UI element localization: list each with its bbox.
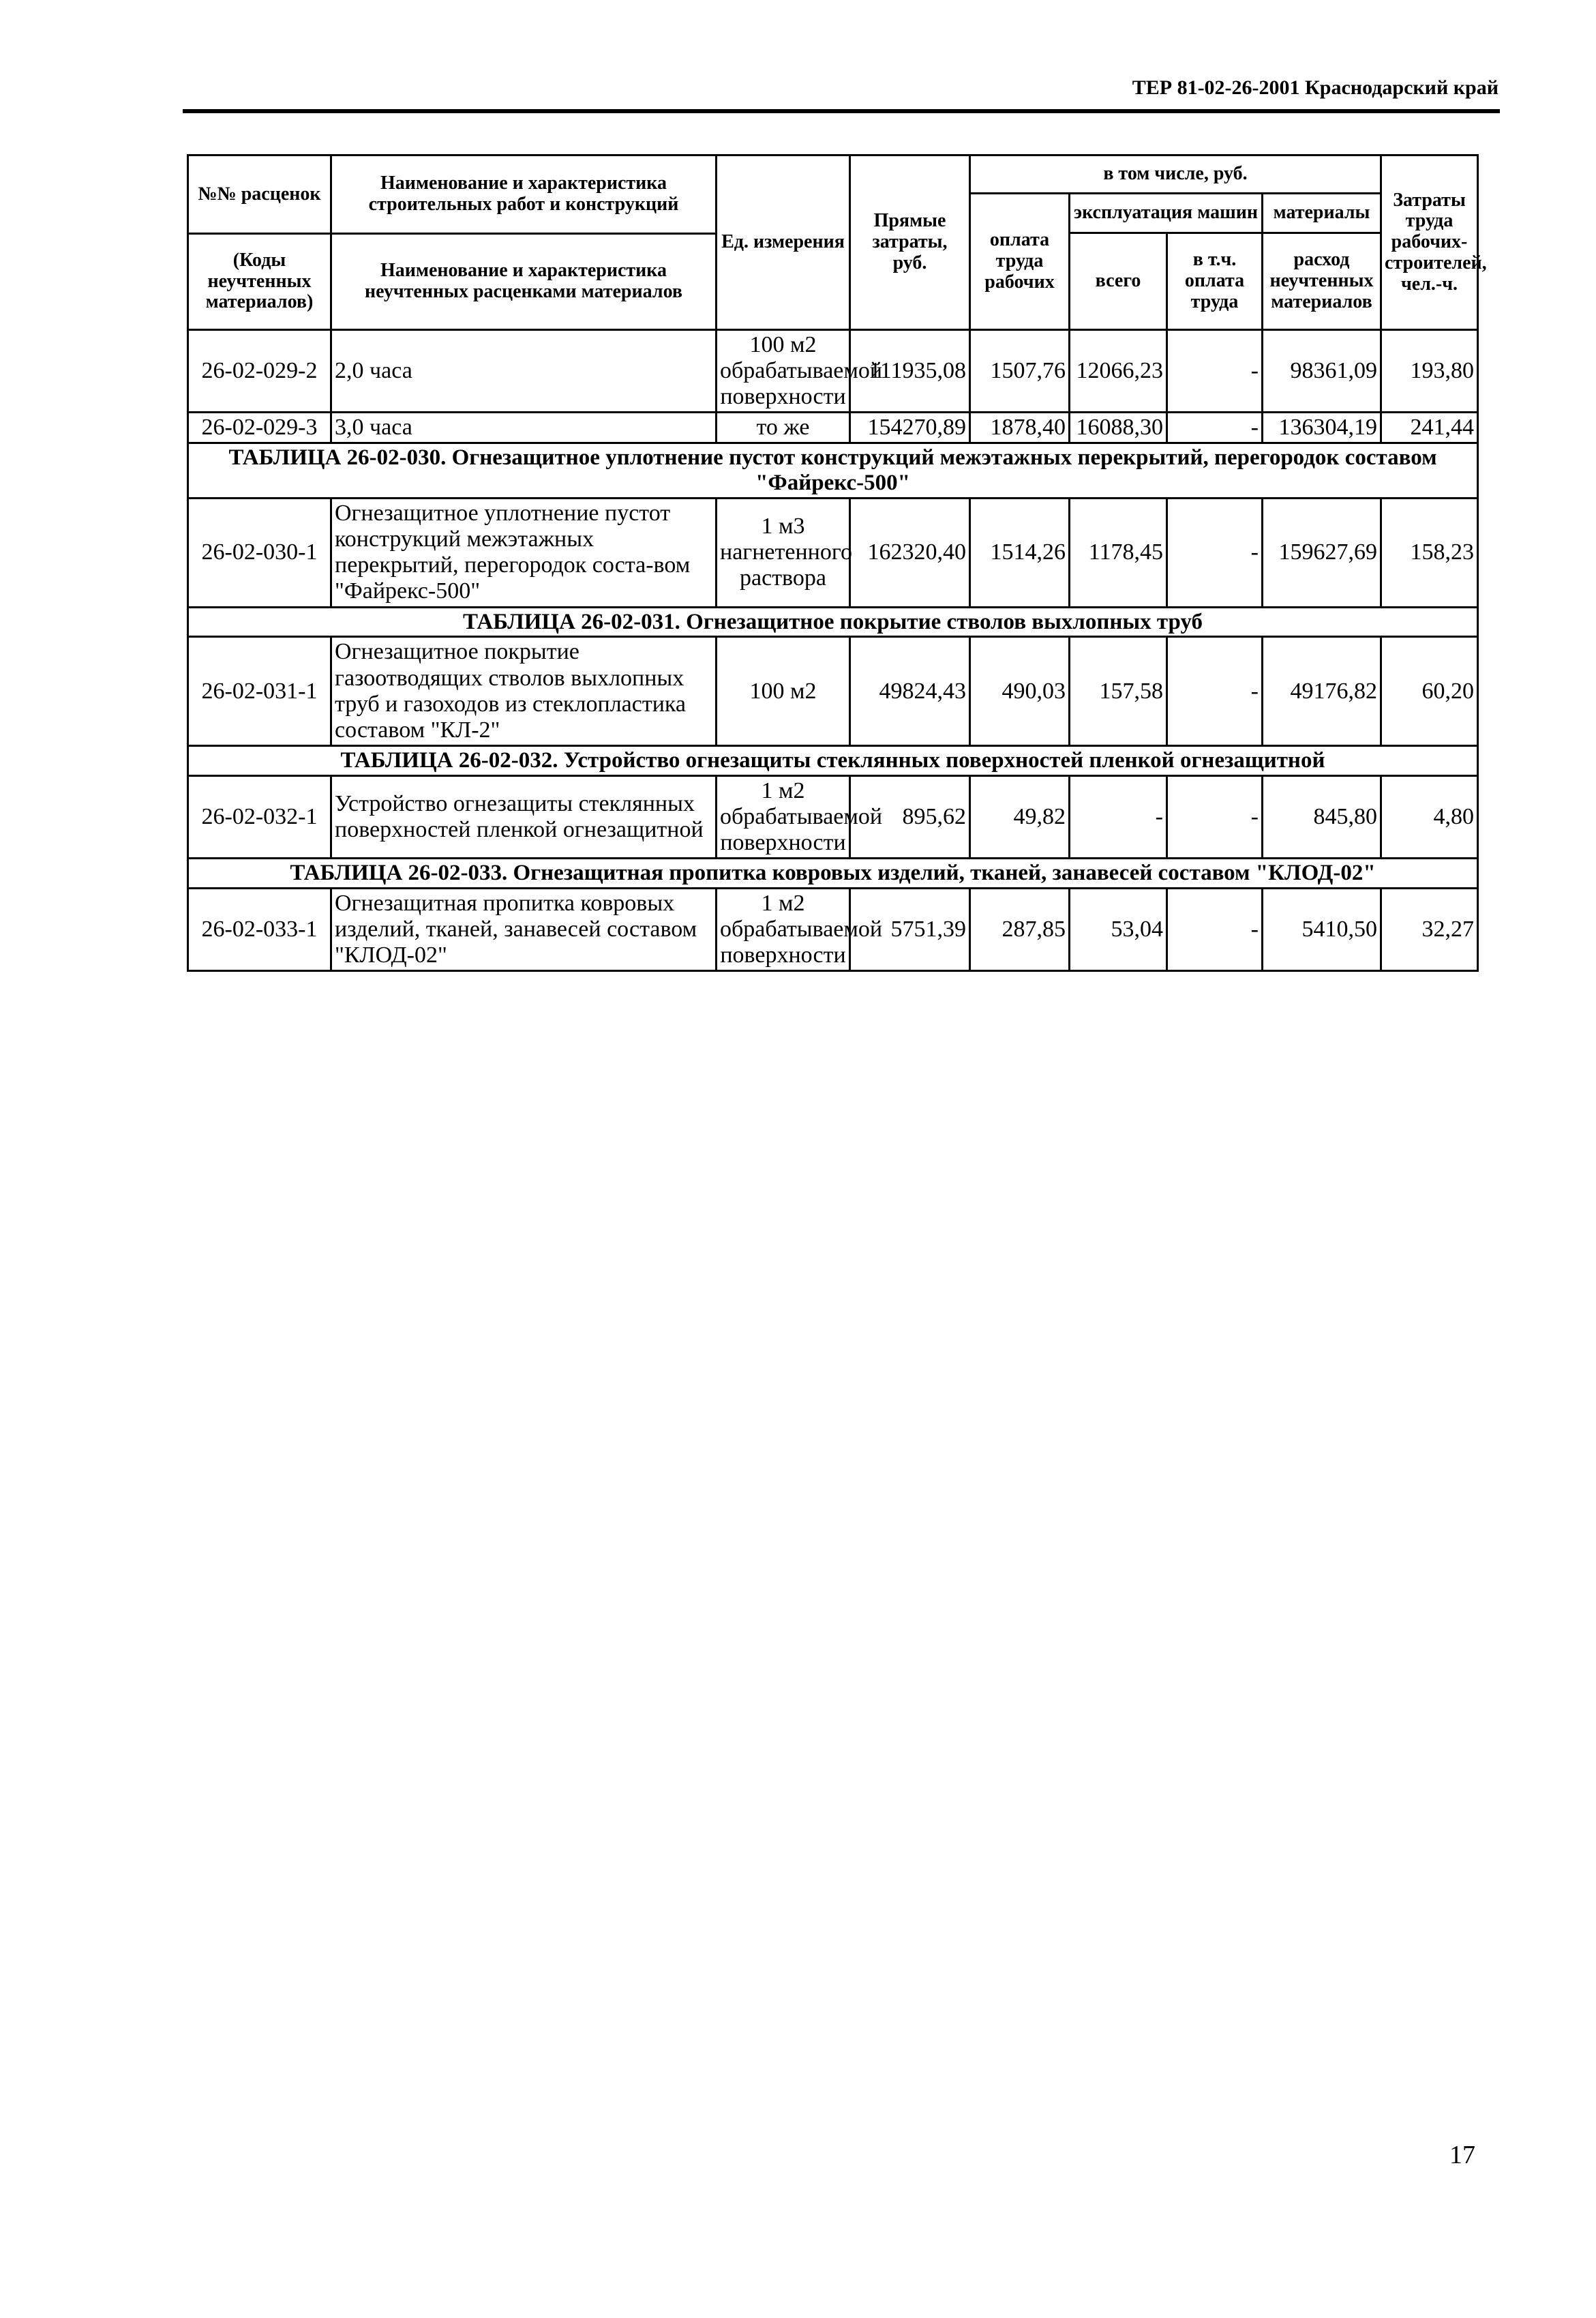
- cell-code: 26-02-031-1: [188, 637, 331, 745]
- table-row: [188, 775, 1478, 858]
- cell-materials: 98361,09: [1263, 330, 1381, 413]
- col-head-direct: Прямые затраты, руб.: [850, 155, 970, 330]
- cell-wages: 287,85: [970, 888, 1070, 970]
- cell-name: Устройство огнезащиты стеклянных поверхностей пленкой огнезащитной: [331, 775, 717, 858]
- table-row: [188, 330, 1478, 413]
- col-head-materials: материалы: [1263, 194, 1381, 233]
- table-row: [188, 637, 1478, 745]
- cell-machines: 16088,30: [1070, 413, 1167, 443]
- table-section-row: [188, 858, 1478, 888]
- cell-wages: 1514,26: [970, 499, 1070, 607]
- table-section-row: [188, 443, 1478, 499]
- cell-materials: 845,80: [1263, 775, 1381, 858]
- cell-machines: 53,04: [1070, 888, 1167, 970]
- cell-labor: 32,27: [1381, 888, 1478, 970]
- cell-machines: -: [1070, 775, 1167, 858]
- cell-direct: 162320,40: [850, 499, 970, 607]
- cell-unit: 1 м2 обрабатываемой поверхности: [717, 775, 850, 858]
- cell-direct: 5751,39: [850, 888, 970, 970]
- cell-unit: 100 м2: [717, 637, 850, 745]
- cell-labor: 158,23: [1381, 499, 1478, 607]
- cell-labor: 193,80: [1381, 330, 1478, 413]
- col-head-including: в том числе, руб.: [970, 155, 1381, 194]
- section-title: ТАБЛИЦА 26-02-032. Устройство огнезащиты стеклянных поверхностей пленкой огнезащитной: [188, 745, 1478, 775]
- cell-direct: 111935,08: [850, 330, 970, 413]
- col-head-machines-wages: в т.ч. оплата труда: [1167, 233, 1263, 330]
- cell-code: 26-02-033-1: [188, 888, 331, 970]
- col-head-materials-unaccounted: расход неучтенных материалов: [1263, 233, 1381, 330]
- col-head-unit: Ед. измерения: [717, 155, 850, 330]
- header-rule: [183, 109, 1500, 113]
- cell-machines: 157,58: [1070, 637, 1167, 745]
- cell-materials: 159627,69: [1263, 499, 1381, 607]
- table-section-row: [188, 745, 1478, 775]
- rates-table: [187, 154, 1487, 972]
- section-title: ТАБЛИЦА 26-02-031. Огнезащитное покрытие стволов выхлопных труб: [188, 607, 1478, 637]
- table-head: [188, 155, 1487, 330]
- section-title: ТАБЛИЦА 26-02-033. Огнезащитная пропитка ковровых изделий, тканей, занавесей составом "КЛОД-02": [188, 858, 1478, 888]
- cell-unit: 1 м3 нагнетенного раствора: [717, 499, 850, 607]
- cell-code: 26-02-029-2: [188, 330, 331, 413]
- table-body: [188, 330, 1478, 971]
- cell-direct: 154270,89: [850, 413, 970, 443]
- col-head-codes: №№ расценок: [188, 155, 331, 234]
- cell-machines-wages: -: [1167, 330, 1263, 413]
- col-head-machines-total: всего: [1070, 233, 1167, 330]
- cell-labor: 60,20: [1381, 637, 1478, 745]
- cell-wages: 1878,40: [970, 413, 1070, 443]
- col-head-name: Наименование и характеристика строительных работ и конструкций: [331, 155, 717, 234]
- cell-code: 26-02-029-3: [188, 413, 331, 443]
- cell-code: 26-02-030-1: [188, 499, 331, 607]
- cell-wages: 49,82: [970, 775, 1070, 858]
- col-head-codes-sub: (Коды неучтенных материалов): [188, 234, 331, 330]
- cell-name: 2,0 часа: [331, 330, 717, 413]
- table-row: [188, 888, 1478, 970]
- cell-materials: 5410,50: [1263, 888, 1381, 970]
- cell-machines-wages: -: [1167, 413, 1263, 443]
- col-head-labor: Затраты труда рабочих-строителей, чел.-ч.: [1381, 155, 1478, 330]
- cell-labor: 241,44: [1381, 413, 1478, 443]
- table-row: [188, 413, 1478, 443]
- col-head-machines: эксплуатация машин: [1070, 194, 1263, 233]
- document-title: ТЕР 81-02-26-2001 Краснодарский край: [1132, 76, 1499, 99]
- cell-machines: 1178,45: [1070, 499, 1167, 607]
- cell-machines: 12066,23: [1070, 330, 1167, 413]
- cell-unit: 1 м2 обрабатываемой поверхности: [717, 888, 850, 970]
- col-head-name-sub: Наименование и характеристика неучтенных расценками материалов: [331, 234, 717, 330]
- cell-direct: 895,62: [850, 775, 970, 858]
- cell-wages: 1507,76: [970, 330, 1070, 413]
- table-section-row: [188, 607, 1478, 637]
- cell-unit: 100 м2 обрабатываемой поверхности: [717, 330, 850, 413]
- cell-materials: 136304,19: [1263, 413, 1381, 443]
- cell-wages: 490,03: [970, 637, 1070, 745]
- col-head-wages: оплата труда рабочих: [970, 194, 1070, 330]
- cell-labor: 4,80: [1381, 775, 1478, 858]
- section-title: ТАБЛИЦА 26-02-030. Огнезащитное уплотнение пустот конструкций межэтажных перекрытий, перегородок составом "Файрекс-500": [188, 443, 1478, 499]
- table-row: [188, 499, 1478, 607]
- cell-name: Огнезащитное покрытие газоотводящих стволов выхлопных труб и газоходов из стеклопластика составом "КЛ-2": [331, 637, 717, 745]
- cell-unit: то же: [717, 413, 850, 443]
- cell-name: 3,0 часа: [331, 413, 717, 443]
- cell-machines-wages: -: [1167, 499, 1263, 607]
- cell-code: 26-02-032-1: [188, 775, 331, 858]
- cell-machines-wages: -: [1167, 775, 1263, 858]
- cell-name: Огнезащитная пропитка ковровых изделий, тканей, занавесей составом "КЛОД-02": [331, 888, 717, 970]
- cell-machines-wages: -: [1167, 637, 1263, 745]
- page-number: 17: [1449, 2141, 1475, 2169]
- cell-name: Огнезащитное уплотнение пустот конструкций межэтажных перекрытий, перегородок соста-вом "Файрекс-500": [331, 499, 717, 607]
- cell-machines-wages: -: [1167, 888, 1263, 970]
- cell-direct: 49824,43: [850, 637, 970, 745]
- cell-materials: 49176,82: [1263, 637, 1381, 745]
